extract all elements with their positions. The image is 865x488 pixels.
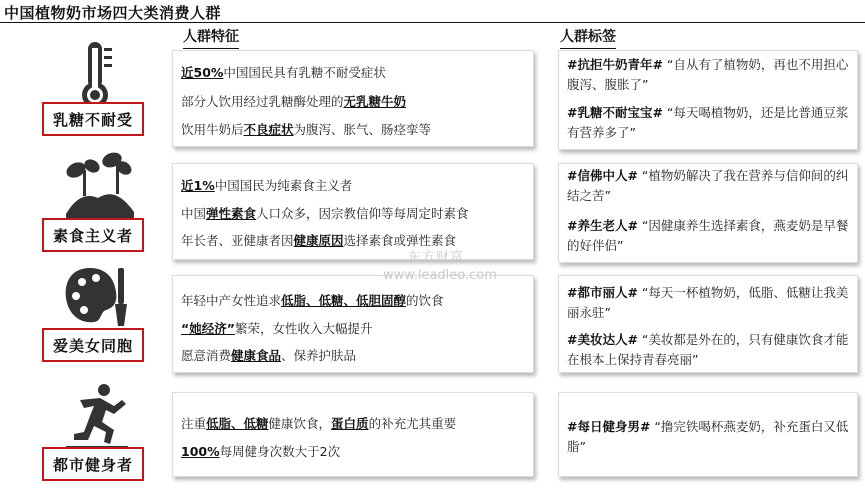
group-label-beauty: 爱美女同胞 [42,328,144,362]
tag-hash: #抗拒牛奶青年# [567,57,663,72]
feature-text: 注重 [181,416,207,431]
feature-highlight: 近1% [181,178,215,193]
tag-quote: “因健康养生选择素食，燕麦奶是早餐的好伴侣” [567,218,849,253]
feature-highlight: 弹性素食 [206,206,257,221]
watermark-cn: 东方财富 [408,250,465,265]
feature-line [181,416,456,432]
feature-text: 为腹泻、胀气、肠痉挛等 [293,122,432,137]
group-label-lactose: 乳糖不耐受 [42,102,144,136]
thermometer-icon [60,40,140,110]
tag-quote: “植物奶解决了我在营养与信仰间的纠结之苦” [567,168,849,203]
feature-line [181,178,352,194]
feature-text: 中国国民具有乳糖不耐受症状 [223,65,386,80]
tag-entry [567,166,851,206]
tag-entry [567,283,851,323]
feature-text: 每周健身次数大于2次 [219,444,341,459]
feature-text: 繁荣，女性收入大幅提升 [234,321,373,336]
feature-highlight: 健康原因 [293,233,344,248]
tag-entry [567,55,851,95]
features-card-beauty [172,275,534,373]
watermark-url: www.leadleo.com [383,268,497,283]
feature-text: 年轻中产女性追求 [181,293,282,308]
feature-text: 中国国民为纯素食主义者 [214,178,353,193]
tag-entry [567,330,851,370]
palette-icon [60,264,140,334]
tag-quote: “自从有了植物奶，再也不用担心腹泻、腹胀了” [567,57,849,92]
feature-line [181,444,340,460]
group-label-fitness: 都市健身者 [42,447,144,481]
group-label-vegetarian: 素食主义者 [42,218,144,252]
tag-entry [567,103,851,143]
tags-header: 人群标签 [560,26,616,49]
feature-line [181,94,406,110]
feature-text: 年长者、亚健康者因 [181,233,294,248]
feature-highlight: 蛋白质 [331,416,369,431]
feature-text: 饮用牛奶后 [181,122,244,137]
feature-highlight: 健康食品 [231,348,282,363]
tag-hash: #每日健身男# [567,419,651,434]
tag-quote: “美妆都是外在的，只有健康饮食才能在根本上保持青春亮丽” [567,332,849,367]
tag-hash: #养生老人# [567,218,638,233]
tag-hash: #乳糖不耐宝宝# [567,105,663,120]
feature-text: 的补充尤其重要 [368,416,457,431]
feature-highlight: 不良症状 [243,122,294,137]
tag-hash: #信佛中人# [567,168,638,183]
feature-line [181,65,386,81]
feature-line [181,206,469,222]
feature-text: 的饮食 [406,293,444,308]
feature-line [181,321,372,337]
feature-highlight: 低脂、低糖、低胆固醇 [281,293,407,308]
feature-highlight: 100% [181,444,220,459]
sprout-icon [60,152,140,222]
tag-quote: “每天一杯植物奶，低脂、低糖让我美丽永驻” [567,285,849,320]
feature-text: 中国 [181,206,207,221]
tags-card-fitness [558,392,858,477]
tags-card-beauty [558,275,858,373]
feature-text: 部分人饮用经过乳糖酶处理的 [181,94,344,109]
tag-hash: #美妆达人# [567,332,638,347]
features-card-fitness [172,392,534,477]
title-rule [0,22,865,23]
tag-entry [567,216,851,256]
feature-text: 愿意消费 [181,348,232,363]
features-card-vegetarian [172,163,534,260]
feature-text: 、保养护肤品 [281,348,357,363]
tag-entry [567,417,851,457]
tags-card-vegetarian [558,163,858,263]
feature-text: 人口众多，因宗教信仰等每周定时素食 [256,206,469,221]
feature-highlight: “她经济” [181,321,235,336]
features-card-lactose [172,50,534,147]
page-title: 中国植物奶市场四大类消费人群 [4,4,222,22]
feature-highlight: 无乳糖牛奶 [343,94,407,109]
features-header: 人群特征 [183,26,239,49]
feature-text: 健康饮食， [268,416,332,431]
feature-highlight: 低脂、低糖 [206,416,269,431]
tag-quote: “每天喝植物奶，还是比普通豆浆有营养多了” [567,105,849,140]
feature-line [181,348,356,364]
tag-hash: #都市丽人# [567,285,638,300]
feature-line [181,293,444,309]
feature-highlight: 近50% [181,65,224,80]
runner-icon [60,382,140,452]
feature-text: 选择素食或弹性素食 [343,233,457,248]
feature-line [181,122,431,138]
tags-card-lactose [558,50,858,150]
tag-quote: “撸完铁喝杯燕麦奶，补充蛋白又低脂” [567,419,849,454]
